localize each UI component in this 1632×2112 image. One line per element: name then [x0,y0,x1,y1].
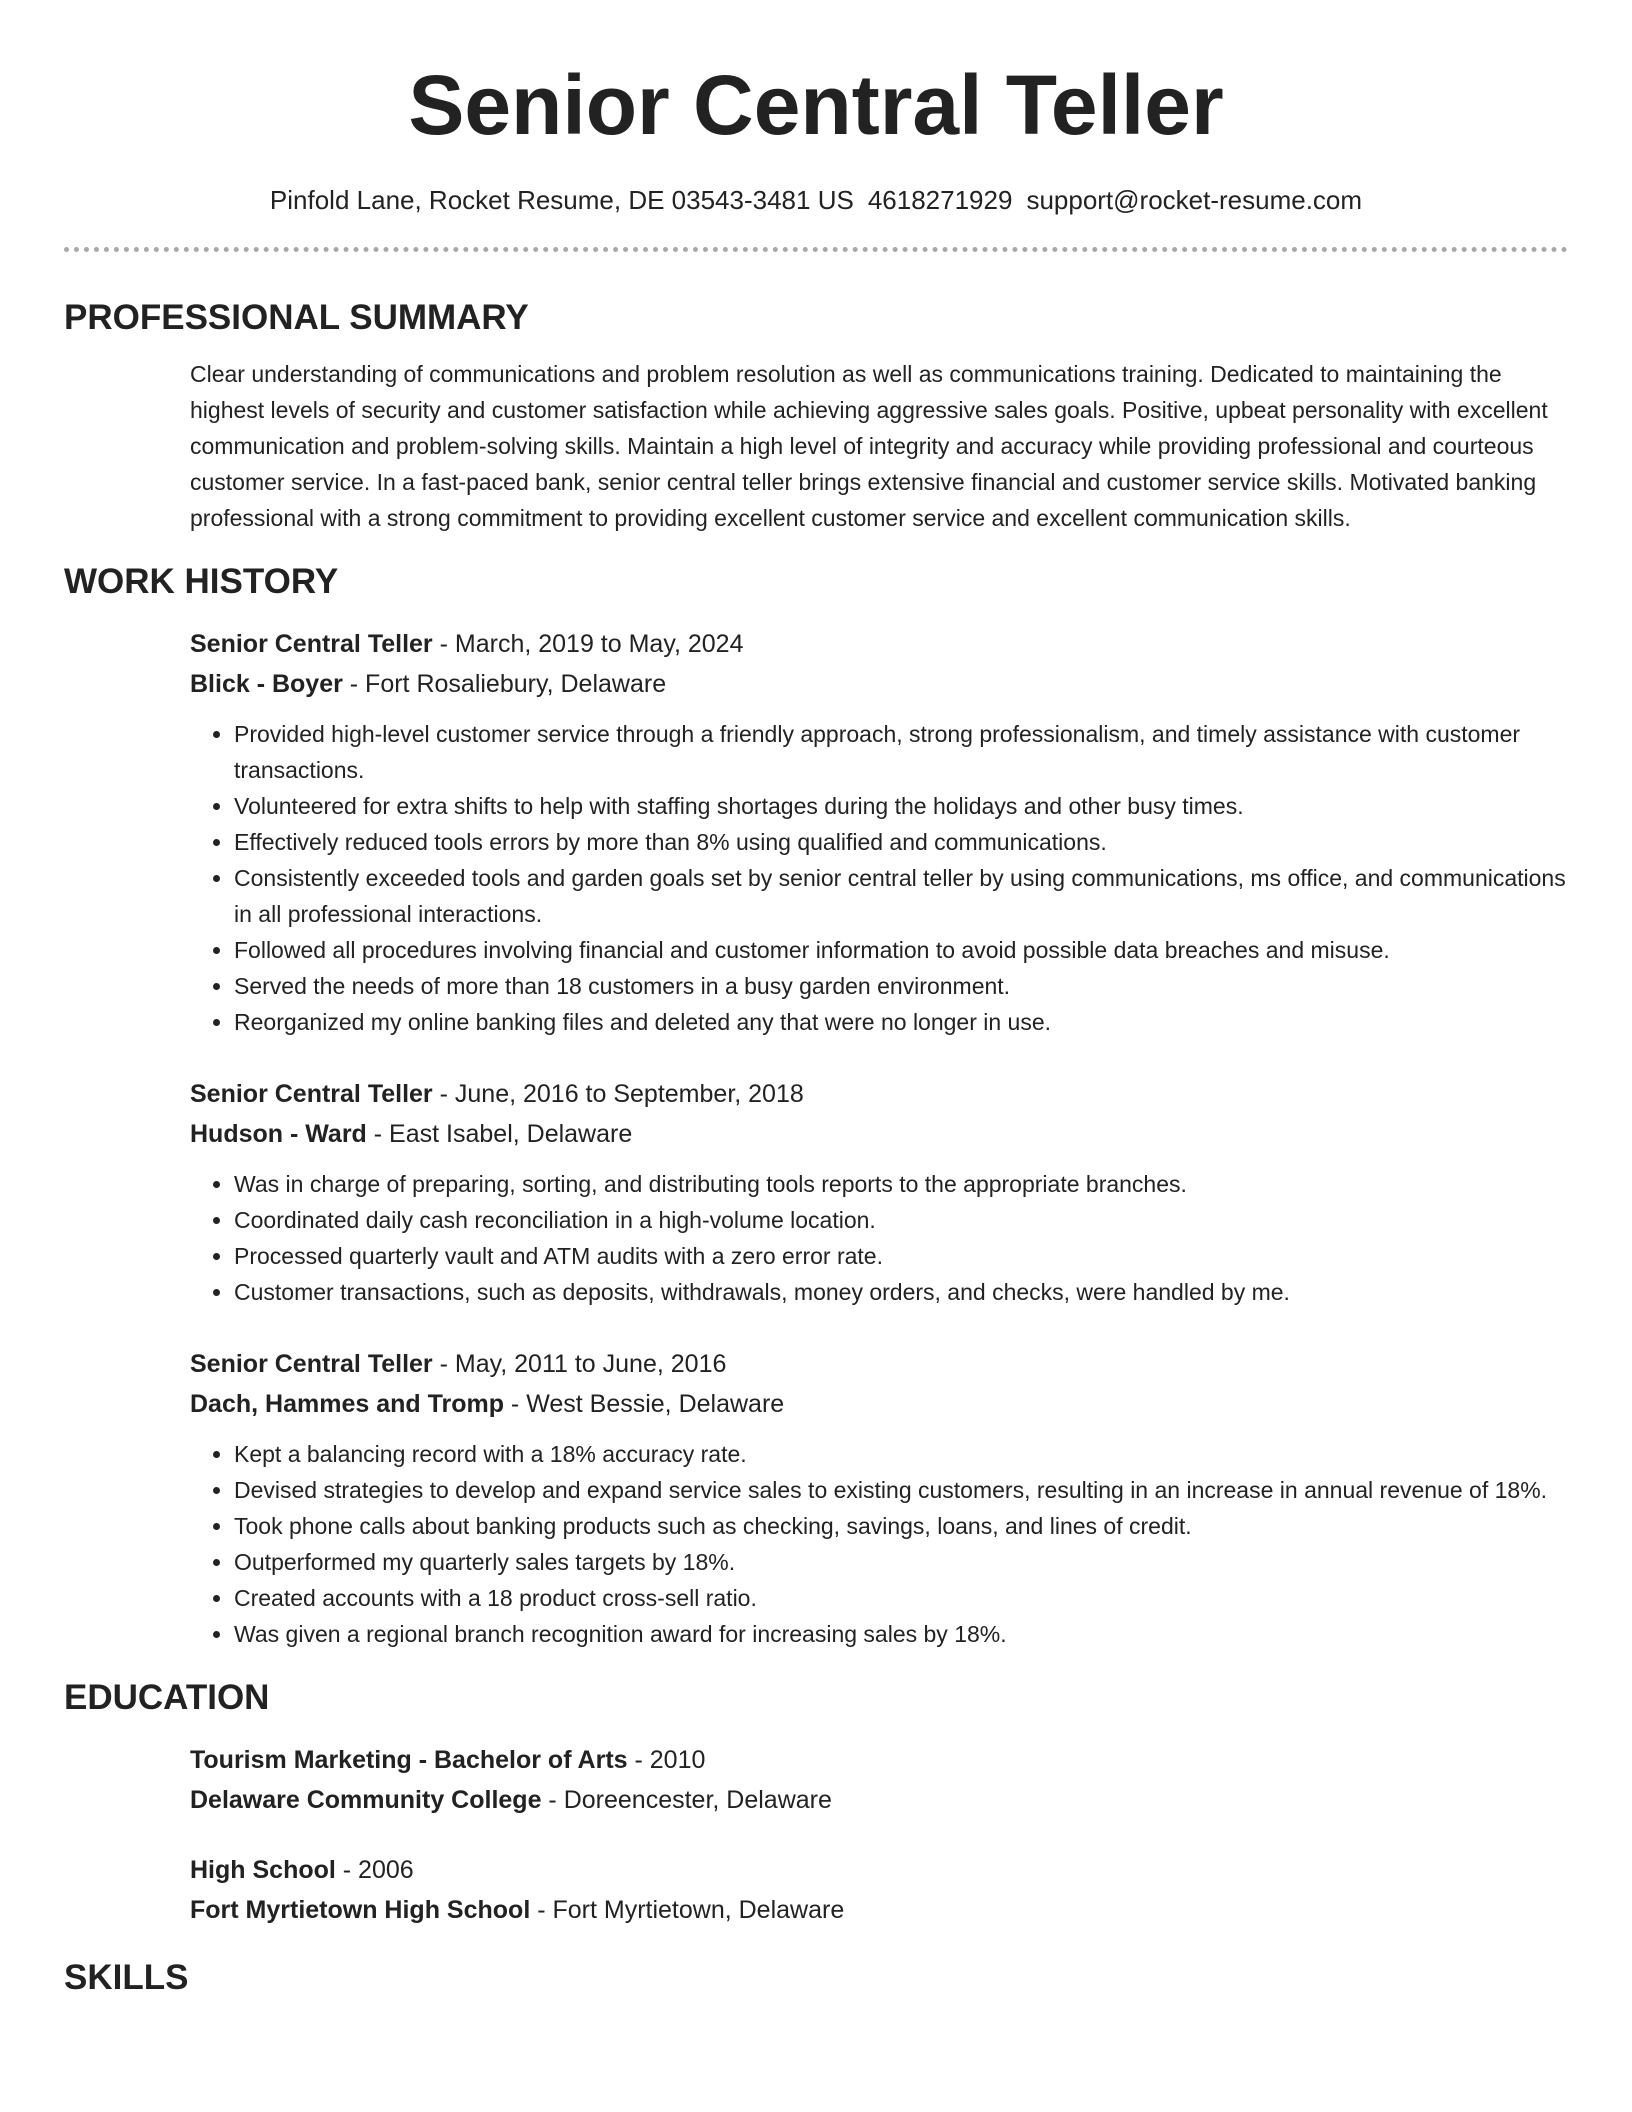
job-bullet: • Followed all procedures involving financial and customer information to avoid possible data breaches and misuse. [234,932,1568,968]
job-company-line [190,1114,1568,1154]
job-company: Hudson - Ward [190,1120,367,1148]
job-bullet: • Was given a regional branch recognition award for increasing sales by 18%. [234,1616,1568,1652]
education-school: Delaware Community College [190,1786,542,1814]
education-school-line [190,1890,1568,1930]
skills-section [64,1956,1568,2000]
education-year: - 2006 [335,1856,414,1884]
contact-line [64,183,1568,217]
contact-address: Pinfold Lane, Rocket Resume, DE 03543-3481 US [269,185,854,215]
job-company-line [190,1384,1568,1424]
job-bullets [190,1166,1568,1310]
education-entry [190,1850,1568,1930]
job-bullet: • Kept a balancing record with a 18% accuracy rate. [234,1436,1568,1472]
job-bullet: • Devised strategies to develop and expand service sales to existing customers, resulting in an increase in annual revenue of 18%. [234,1472,1568,1508]
resume-name: Senior Central Teller [408,58,1224,152]
work-history-title: WORK HISTORY [64,562,339,601]
job-bullet: • Processed quarterly vault and ATM audits with a zero error rate. [234,1238,1568,1274]
job-location: - West Bessie, Delaware [503,1390,785,1418]
contact-email: support@rocket-resume.com [1026,185,1363,215]
job-bullet: • Outperformed my quarterly sales targets by 18%. [234,1544,1568,1580]
job-bullet: • Served the needs of more than 18 customers in a busy garden environment. [234,968,1568,1004]
education-location: - Doreencester, Delaware [541,1786,832,1814]
job-location: - East Isabel, Delaware [366,1120,633,1148]
summary-text: Clear understanding of communications and problem resolution as well as communications training. Dedicated to maintaining the highest levels of security and customer satisfaction while achieving aggressive sales goals. Positive, upbeat personality with excellent communication and problem-solving skills. Maintain a high level of integrity and accuracy while providing professional and courteous customer service. In a fast-paced bank, senior central teller brings extensive financial and customer service skills. Motivated banking professional with a strong commitment to providing excellent customer service and excellent communication skills. [190,361,1548,531]
job-bullet: • Consistently exceeded tools and garden goals set by senior central teller by using communications, ms office, and communications in all professional interactions. [234,860,1568,932]
job-bullet: • Took phone calls about banking products such as checking, savings, loans, and lines of credit. [234,1508,1568,1544]
education-location: - Fort Myrtietown, Delaware [530,1896,845,1924]
education-school: Fort Myrtietown High School [190,1896,531,1924]
education-year: - 2010 [627,1746,706,1774]
job-dates: - May, 2011 to June, 2016 [432,1350,727,1378]
job-role: Senior Central Teller [190,1350,433,1378]
job-location: - Fort Rosaliebury, Delaware [342,670,667,698]
summary-section [64,296,1568,536]
job-entry [190,1074,1568,1310]
job-dates: - June, 2016 to September, 2018 [432,1080,804,1108]
job-title-line [190,1344,1568,1384]
job-bullet: • Volunteered for extra shifts to help with staffing shortages during the holidays and other busy times. [234,788,1568,824]
job-company: Blick - Boyer [190,670,343,698]
job-bullets [190,1436,1568,1652]
job-bullet: • Customer transactions, such as deposits, withdrawals, money orders, and checks, were handled by me. [234,1274,1568,1310]
education-degree: Tourism Marketing - Bachelor of Arts [190,1746,628,1774]
job-title-line [190,1074,1568,1114]
education-entry [190,1740,1568,1820]
contact-phone: 4618271929 [867,185,1013,215]
education-degree-line [190,1850,1568,1890]
job-bullet: • Reorganized my online banking files and deleted any that were no longer in use. [234,1004,1568,1040]
job-bullet: • Coordinated daily cash reconciliation in a high-volume location. [234,1202,1568,1238]
job-company: Dach, Hammes and Tromp [190,1390,504,1418]
job-entry [190,1344,1568,1652]
job-role: Senior Central Teller [190,1080,433,1108]
resume-page [64,0,1568,2000]
job-dates: - March, 2019 to May, 2024 [432,630,744,658]
job-bullets [190,716,1568,1040]
job-entry [190,624,1568,1040]
header-divider [64,247,1568,252]
education-title: EDUCATION [64,1678,270,1717]
job-company-line [190,664,1568,704]
job-role: Senior Central Teller [190,630,433,658]
job-bullet: • Provided high-level customer service through a friendly approach, strong professionalism, and timely assistance with customer transactions. [234,716,1568,788]
summary-title: PROFESSIONAL SUMMARY [64,298,529,337]
job-bullet: • Created accounts with a 18 product cross-sell ratio. [234,1580,1568,1616]
work-history-section [64,560,1568,1652]
job-bullet: • Was in charge of preparing, sorting, and distributing tools reports to the appropriate branches. [234,1166,1568,1202]
job-title-line [190,624,1568,664]
education-section [64,1676,1568,1930]
education-degree-line [190,1740,1568,1780]
skills-title: SKILLS [64,1958,189,1997]
education-school-line [190,1780,1568,1820]
education-degree: High School [190,1856,336,1884]
job-bullet: • Effectively reduced tools errors by more than 8% using qualified and communications. [234,824,1568,860]
